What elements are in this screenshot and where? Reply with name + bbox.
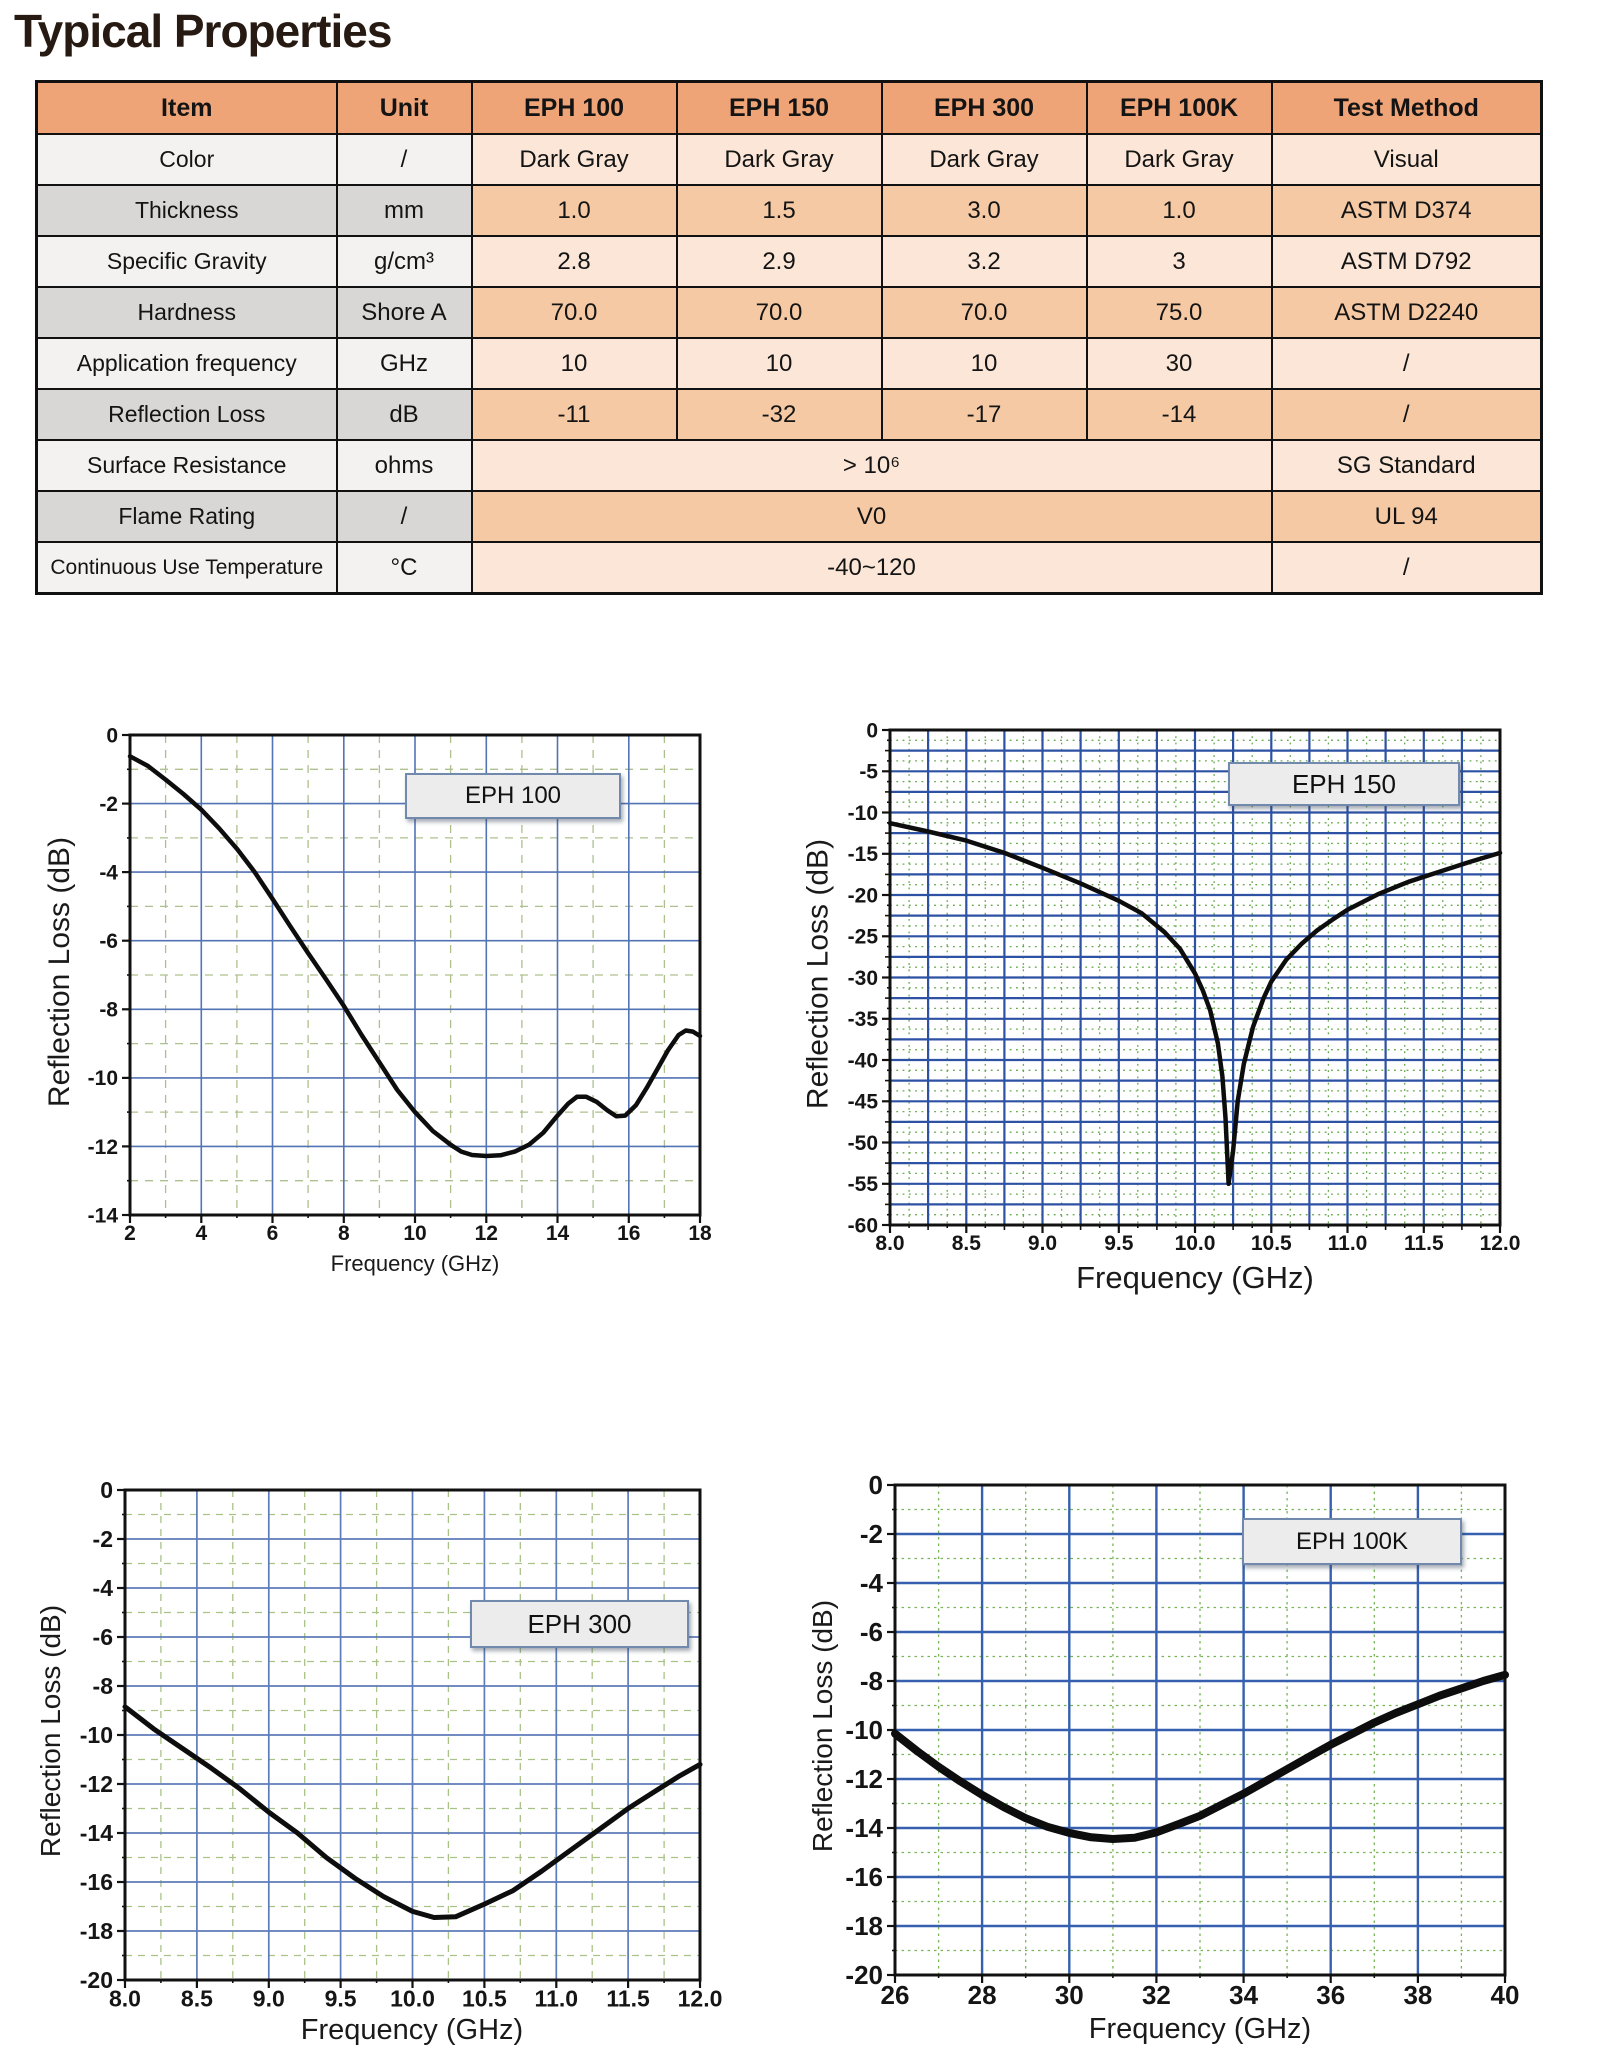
chart-eph100k [795,1445,1525,2050]
row-value: -32 [677,389,882,440]
row-test-method: ASTM D374 [1272,185,1542,236]
row-value: 3.0 [882,185,1087,236]
svg-text:34: 34 [1229,1979,1259,2010]
table-row [37,236,1542,287]
svg-text:12.0: 12.0 [1479,1231,1521,1255]
svg-text:38: 38 [1403,1979,1433,2010]
svg-text:-2: -2 [92,1526,113,1552]
row-value: 1.5 [677,185,882,236]
row-unit: GHz [337,338,472,389]
svg-text:9.0: 9.0 [1027,1231,1058,1255]
col-header-unit: Unit [337,82,472,135]
svg-text:-35: -35 [847,1008,878,1032]
row-item-label: Color [37,134,337,185]
svg-text:-8: -8 [859,1666,883,1697]
svg-text:4: 4 [195,1221,208,1245]
col-header-eph100k: EPH 100K [1087,82,1272,135]
svg-text:0: 0 [868,1470,883,1501]
row-value: Dark Gray [677,134,882,185]
svg-text:8: 8 [337,1221,350,1245]
row-item-label: Specific Gravity [37,236,337,287]
svg-text:-15: -15 [847,843,878,867]
plot-canvas-eph300 [25,1450,725,2050]
row-value: -17 [882,389,1087,440]
svg-text:-50: -50 [847,1131,878,1155]
row-value: -14 [1087,389,1272,440]
svg-text:40: 40 [1490,1979,1520,2010]
row-value: 2.8 [472,236,677,287]
table-row [37,389,1542,440]
table-row [37,185,1542,236]
svg-text:-4: -4 [92,1575,113,1602]
svg-text:10.5: 10.5 [1250,1231,1292,1255]
row-test-method: UL 94 [1272,491,1542,542]
row-unit: / [337,491,472,542]
page-title: Typical Properties [14,5,392,57]
chart-eph300 [25,1450,725,2050]
svg-text:10.5: 10.5 [462,1985,507,2012]
row-item-label: Reflection Loss [37,389,337,440]
svg-text:8.0: 8.0 [109,1985,141,2012]
row-unit: Shore A [337,287,472,338]
row-item-label: Thickness [37,185,337,236]
x-axis-label: Frequency (GHz) [1088,2013,1312,2045]
svg-text:-5: -5 [859,760,878,784]
svg-text:-55: -55 [847,1173,878,1197]
svg-text:-40: -40 [847,1049,878,1073]
svg-text:8.5: 8.5 [951,1231,981,1255]
svg-text:-12: -12 [87,1135,118,1159]
row-value: 10 [677,338,882,389]
row-value: Dark Gray [882,134,1087,185]
row-item-label: Application frequency [37,338,337,389]
svg-text:18: 18 [688,1221,712,1245]
row-merged-value: > 10⁶ [472,440,1272,491]
svg-text:11.5: 11.5 [1403,1231,1444,1255]
svg-text:-10: -10 [847,801,878,825]
row-unit: g/cm³ [337,236,472,287]
svg-text:-20: -20 [79,1967,113,1993]
svg-text:-2: -2 [99,792,118,816]
row-value: 70.0 [472,287,677,338]
svg-text:-8: -8 [99,998,118,1022]
table-row [37,440,1542,491]
svg-text:-4: -4 [859,1568,883,1599]
svg-text:14: 14 [545,1221,570,1245]
svg-text:-25: -25 [847,925,878,949]
y-axis-label: Reflection Loss (dB) [801,838,835,1110]
table-row [37,134,1542,185]
row-test-method: ASTM D2240 [1272,287,1542,338]
row-item-label: Hardness [37,287,337,338]
svg-text:11.5: 11.5 [606,1985,650,2012]
row-merged-value: V0 [472,491,1272,542]
svg-text:9.5: 9.5 [1104,1231,1134,1255]
svg-text:-6: -6 [92,1624,113,1651]
svg-text:-10: -10 [79,1722,113,1749]
svg-text:-10: -10 [845,1715,883,1746]
svg-text:8.0: 8.0 [875,1231,905,1255]
row-value: 1.0 [472,185,677,236]
svg-text:11.0: 11.0 [1327,1231,1368,1255]
svg-text:-16: -16 [79,1869,113,1896]
svg-text:6: 6 [266,1221,279,1245]
row-value: 75.0 [1087,287,1272,338]
row-item-label: Continuous Use Temperature [37,542,337,594]
row-value: 70.0 [882,287,1087,338]
y-axis-label: Reflection Loss (dB) [43,836,76,1108]
x-axis-label: Frequency (GHz) [300,2014,524,2046]
row-value: 3.2 [882,236,1087,287]
legend-eph100 [405,773,621,819]
row-unit: / [337,134,472,185]
legend-label: EPH 100K [1295,1527,1409,1555]
y-axis-label: Reflection Loss (dB) [35,1604,66,1858]
svg-text:30: 30 [1054,1979,1084,2010]
svg-text:28: 28 [967,1979,997,2010]
plot-canvas-eph100 [30,695,740,1310]
svg-text:-16: -16 [845,1862,883,1893]
svg-text:36: 36 [1316,1979,1346,2010]
svg-text:9.0: 9.0 [252,1985,285,2012]
row-merged-value: -40~120 [472,542,1272,594]
row-value: 10 [882,338,1087,389]
row-unit: °C [337,542,472,594]
svg-text:-18: -18 [79,1918,113,1945]
svg-text:-12: -12 [845,1764,883,1795]
x-axis-label: Frequency (GHz) [330,1251,500,1276]
svg-text:12: 12 [474,1221,498,1245]
legend-label: EPH 150 [1291,768,1397,799]
row-test-method: / [1272,389,1542,440]
svg-text:-45: -45 [847,1090,878,1114]
row-test-method: / [1272,542,1542,594]
svg-text:12.0: 12.0 [677,1985,723,2012]
row-value: 2.9 [677,236,882,287]
svg-text:-8: -8 [92,1673,113,1700]
legend-eph150 [1228,762,1460,806]
svg-text:-18: -18 [845,1911,883,1942]
row-test-method: ASTM D792 [1272,236,1542,287]
row-item-label: Flame Rating [37,491,337,542]
svg-text:0: 0 [100,1477,113,1503]
legend-label: EPH 100 [464,782,562,809]
svg-text:11.0: 11.0 [534,1985,579,2012]
svg-text:10.0: 10.0 [390,1985,435,2012]
legend-eph300 [470,1600,689,1648]
col-header-eph150: EPH 150 [677,82,882,135]
svg-text:0: 0 [866,719,878,743]
row-value: 1.0 [1087,185,1272,236]
row-value: 10 [472,338,677,389]
svg-text:-20: -20 [845,1960,883,1991]
col-header-eph100: EPH 100 [472,82,677,135]
x-axis-label: Frequency (GHz) [1076,1260,1314,1295]
svg-text:0: 0 [106,724,118,748]
svg-text:10.0: 10.0 [1174,1231,1216,1255]
row-unit: mm [337,185,472,236]
svg-text:8.5: 8.5 [180,1985,213,2012]
svg-text:32: 32 [1141,1979,1171,2010]
row-test-method: / [1272,338,1542,389]
col-header-item: Item [37,82,337,135]
chart-eph150 [790,690,1550,1315]
row-value: Dark Gray [1087,134,1272,185]
row-value: -11 [472,389,677,440]
y-axis-label: Reflection Loss (dB) [807,1599,838,1853]
properties-table [35,80,1543,595]
table-row [37,491,1542,542]
svg-text:-4: -4 [99,861,118,885]
svg-text:-30: -30 [847,966,878,990]
col-header-eph300: EPH 300 [882,82,1087,135]
table-row [37,287,1542,338]
legend-eph100k [1242,1518,1462,1565]
row-test-method: SG Standard [1272,440,1542,491]
svg-text:9.5: 9.5 [324,1985,357,2012]
table-header-row [37,82,1542,135]
legend-label: EPH 300 [527,1608,632,1639]
col-header-test-method: Test Method [1272,82,1542,135]
row-unit: ohms [337,440,472,491]
svg-text:2: 2 [124,1221,136,1245]
svg-text:16: 16 [617,1221,641,1245]
table-row [37,338,1542,389]
row-value: 30 [1087,338,1272,389]
row-value: Dark Gray [472,134,677,185]
svg-text:-20: -20 [847,884,878,908]
svg-text:26: 26 [880,1979,910,2010]
svg-text:-10: -10 [87,1067,118,1091]
row-item-label: Surface Resistance [37,440,337,491]
svg-text:-14: -14 [87,1204,118,1228]
svg-text:-6: -6 [99,930,118,954]
svg-text:-12: -12 [79,1771,113,1798]
svg-text:-14: -14 [845,1813,883,1844]
svg-text:-6: -6 [859,1617,883,1648]
chart-eph100 [30,695,740,1310]
row-value: 70.0 [677,287,882,338]
table-row [37,542,1542,594]
svg-text:-14: -14 [79,1820,113,1847]
row-value: 3 [1087,236,1272,287]
row-test-method: Visual [1272,134,1542,185]
svg-text:-60: -60 [847,1214,878,1238]
row-unit: dB [337,389,472,440]
svg-text:-2: -2 [859,1519,883,1550]
svg-text:10: 10 [403,1221,427,1245]
